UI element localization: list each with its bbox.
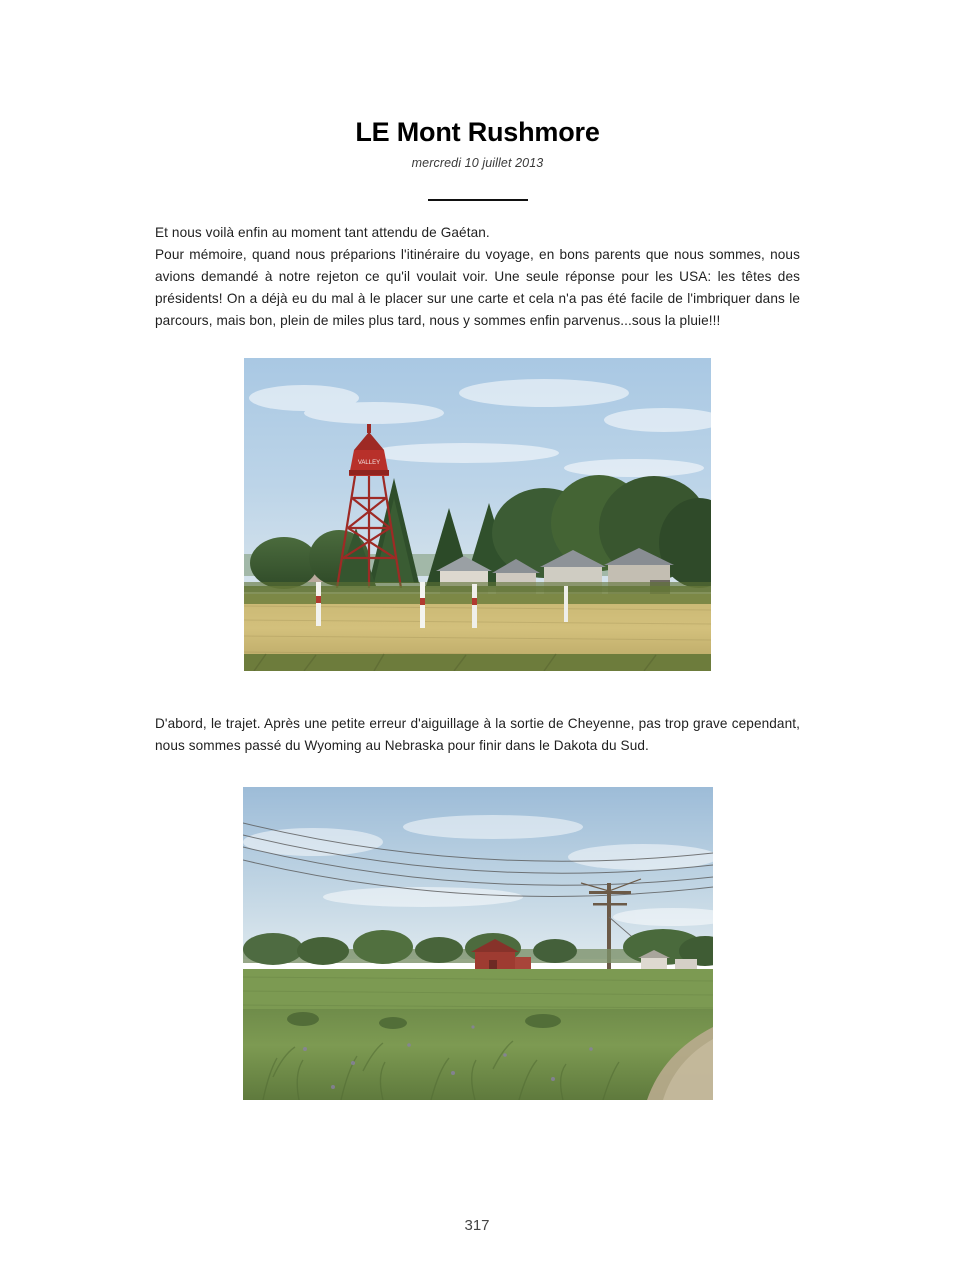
figure-1-image bbox=[244, 358, 711, 671]
svg-text:VALLEY: VALLEY bbox=[357, 459, 381, 466]
title-divider bbox=[155, 188, 800, 206]
photo-prairie-svg bbox=[243, 787, 713, 1100]
page-title: LE Mont Rushmore bbox=[355, 117, 600, 147]
page-date: mercredi 10 juillet 2013 bbox=[411, 155, 544, 170]
figure-water-tower bbox=[244, 358, 711, 671]
divider-line bbox=[428, 199, 528, 201]
paragraph-1-rest: Pour mémoire, quand nous préparions l'itinéraire du voyage, en bons parents que nous sommes, nous avions demandé à notre rejeton ce qu'il voulait voir. Une seule réponse pour les USA: les têtes des présidents! On a déjà eu du mal à le placer sur une carte et cela n'a pas été facile de l'imbriquer dans le parcours, mais bon, plein de miles plus tard, nous y sommes enfin parvenus...sous la pluie!!! bbox=[155, 246, 800, 328]
paragraph-2: D'abord, le trajet. Après une petite erreur d'aiguillage à la sortie de Cheyenne, pas trop grave cependant, nous sommes passé du Wyoming au Nebraska pour finir dans le Dakota du Sud. bbox=[155, 715, 800, 753]
page-content bbox=[155, 0, 800, 1100]
figure-2-image bbox=[243, 787, 713, 1100]
paragraph-1-line-1: Et nous voilà enfin au moment tant attendu de Gaétan. bbox=[155, 224, 490, 240]
page-number: 317 bbox=[464, 1217, 490, 1234]
paragraph-block-1 bbox=[155, 222, 800, 332]
figure-prairie bbox=[243, 787, 713, 1100]
paragraph-block-2 bbox=[155, 713, 800, 757]
photo-water-tower-svg bbox=[244, 358, 711, 671]
